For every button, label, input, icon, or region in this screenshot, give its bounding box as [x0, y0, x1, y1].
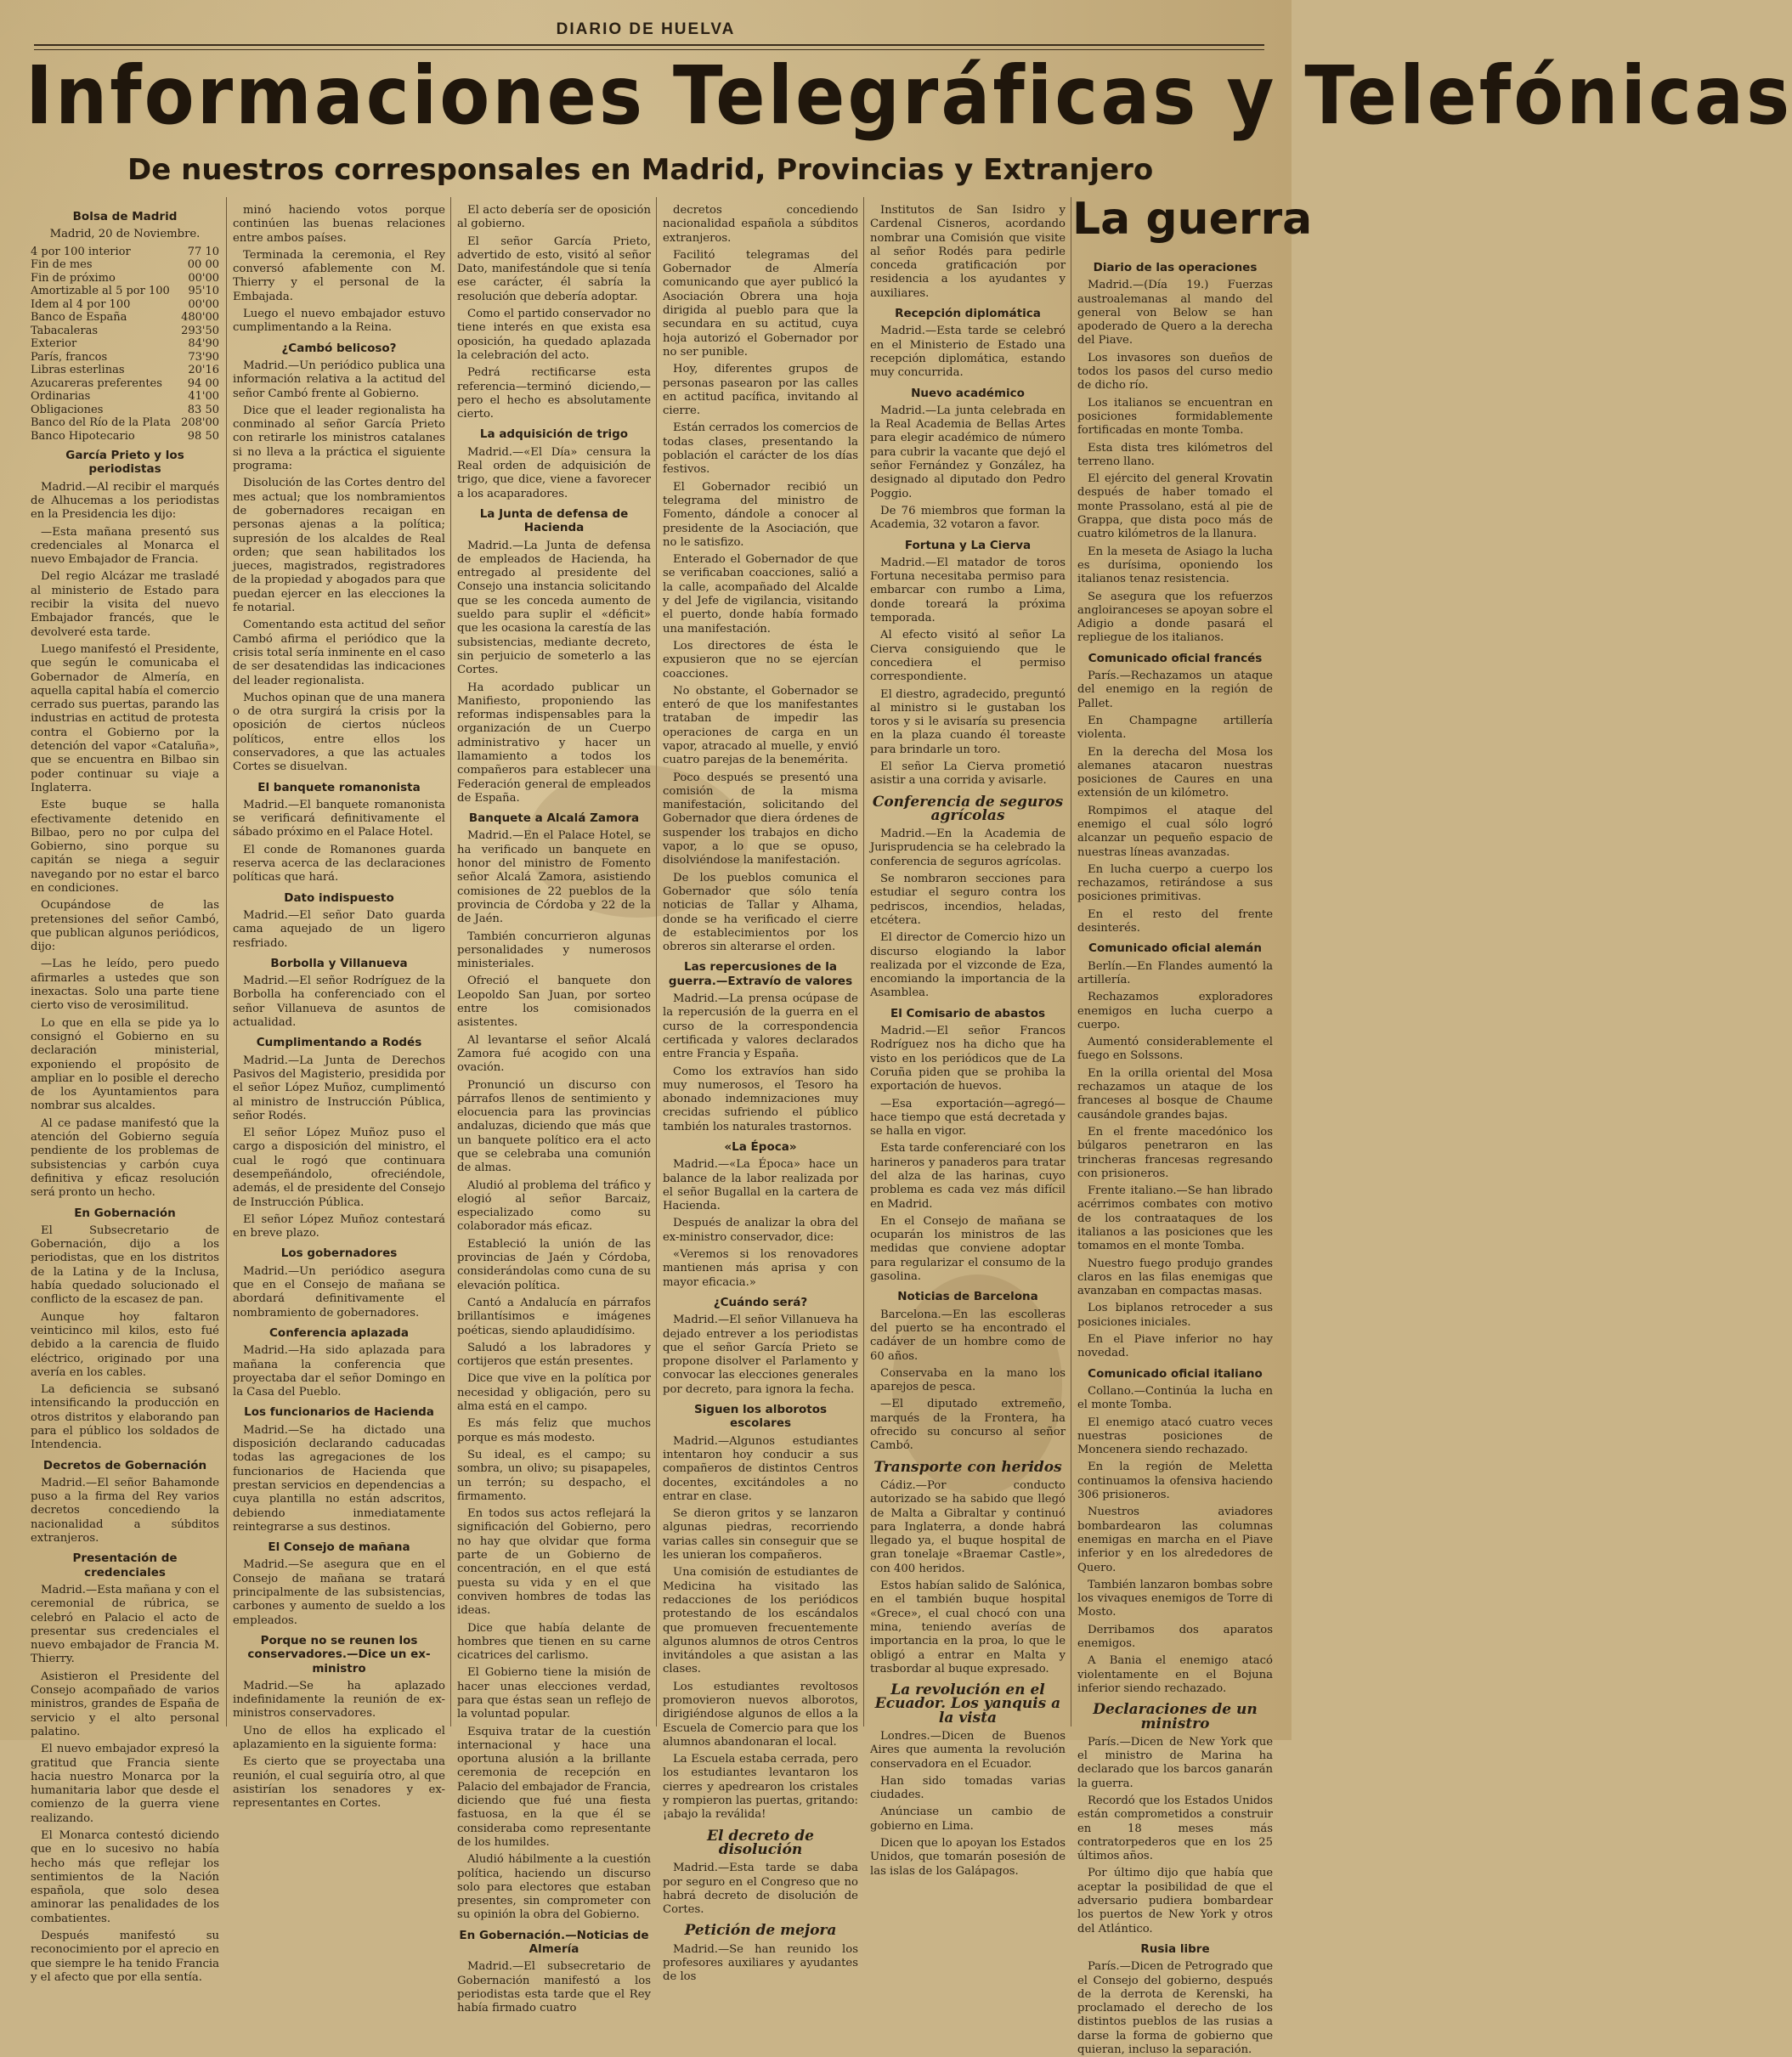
article-heading: Noticias de Barcelona — [897, 1290, 1038, 1304]
paragraph: Después manifestó su reconocimiento por el aprecio en que siempre le ha tenido Francia y el afecto que por ella sentía. — [31, 1930, 219, 1984]
paragraph: Dicen que lo apoyan los Estados Unidos, que tomarán posesión de las islas de los Galápagos. — [870, 1837, 1066, 1878]
page-title: Informaciones Telegráficas y Telefónicas — [25, 49, 1792, 143]
paragraph: Muchos opinan que de una manera o de otra surgirá la crisis por la oposición de ciertos núcleos políticos, entre ellos los conservadores, a que las actuales Cortes se disuelvan. — [233, 691, 445, 774]
paragraph: Aunque hoy faltaron veinticinco mil kilos, esto fué debido a la carencia de fluido eléctrico, originado por una avería en los cables. — [31, 1310, 219, 1379]
guerra-title: La guerra — [1072, 194, 1313, 245]
article-heading: Rusia libre — [1140, 1941, 1210, 1956]
paragraph: El acto debería ser de oposición al gobierno. — [457, 204, 651, 231]
paragraph: A Bania el enemigo atacó violentamente en el Bojuna inferior siendo rechazado. — [1077, 1654, 1273, 1695]
paragraph: Hoy, diferentes grupos de personas pasearon por las calles en actitud pacífica, invitando al cierre. — [663, 363, 858, 418]
paragraph: Madrid.—El banquete romanonista se verificará definitivamente el sábado próximo en el Palace Hotel. — [233, 798, 445, 839]
stock-value: 41'00 — [188, 390, 219, 404]
paragraph: Es cierto que se proyectaba una reunión, el cual seguiría otro, al que asistirían los senadores y ex-representantes en Cortes. — [233, 1755, 445, 1811]
paragraph: Es más feliz que muchos porque es más modesto. — [457, 1417, 651, 1444]
paragraph: —Esta mañana presentó sus credenciales al Monarca el nuevo Embajador de Francia. — [31, 525, 219, 567]
stock-row — [31, 272, 219, 285]
paragraph: Madrid.—El señor Francos Rodríguez nos ha dicho que ha visto en los periódicos que de La Coruña piden que se prohiba la exportación de huevos. — [870, 1025, 1066, 1093]
stock-name: Banco de España — [31, 311, 127, 325]
stock-name: Fin de mes — [31, 258, 93, 272]
article-heading: Presentación de credenciales — [72, 1551, 178, 1579]
paragraph: Berlín.—En Flandes aumentó la artillería. — [1077, 959, 1273, 986]
paragraph: Se asegura que los refuerzos angloiranceses se apoyan sobre el Adigio a donde pasará el repliegue de los italianos. — [1077, 590, 1273, 645]
paragraph: Madrid.—La junta celebrada en la Real Academia de Bellas Artes para elegir académico de número para cubrir la vacante que dejó el señor Fernández y González, ha designado al diputado don Pedro Poggio. — [870, 404, 1066, 500]
paragraph: El nuevo embajador expresó la gratitud que Francia siente hacia nuestro Monarca por la humanitaria labor que desde el comienzo de la guerra viene realizando. — [31, 1743, 219, 1825]
stock-row — [31, 246, 219, 259]
paragraph: Ocupándose de las pretensiones del señor Cambó, que publican algunos periódicos, dijo: — [31, 899, 219, 954]
article-heading: El Comisario de abastos — [890, 1006, 1046, 1020]
stock-name: Amortizable al 5 por 100 — [31, 285, 170, 298]
paragraph: En Champagne artillería violenta. — [1077, 714, 1273, 742]
paragraph: El señor López Muñoz puso el cargo a disposición del ministro, el cual le rogó que continuara desempeñándolo, ofreciéndole, además, el de presidente del Consejo de Instrucción Pública. — [233, 1127, 445, 1209]
article-heading: Comunicado oficial alemán — [1088, 941, 1262, 956]
article-heading: Declaraciones de un ministro — [1093, 1701, 1258, 1732]
paragraph: Aumentó considerablemente el fuego en Solssons. — [1077, 1036, 1273, 1063]
paragraph: Rompimos el ataque del enemigo el cual sólo logró alcanzar un pequeño espacio de nuestras líneas avanzadas. — [1077, 804, 1273, 859]
paragraph: Madrid.—Se asegura que en el Consejo de mañana se tratará principalmente de las subsistencias, carbones y aumento de sueldo a los empleados. — [233, 1558, 445, 1627]
paragraph: Madrid.—Se han reunido los profesores auxiliares y ayudantes de los — [663, 1942, 858, 1984]
column-rule — [656, 197, 657, 1726]
paragraph: Conservaba en la mano los aparejos de pesca. — [870, 1366, 1066, 1394]
paragraph: Esquiva tratar de la cuestión internacional y hace una oportuna alusión a la brillante ceremonia de recepción en Palacio del embajador de Francia, diciendo que fué una fiesta fastuosa, en la que él se consideraba como representante de los humildes. — [457, 1725, 651, 1849]
stock-value: 00'00 — [188, 297, 219, 311]
paragraph: Disolución de las Cortes dentro del mes actual; que los nombramientos de gobernadores recaigan en personas ajenas a la política; supresión de los alcaldes de Real orden; que sean habilitados los jueces, magistrados, registradores de la propiedad y abogados para que puedan ejercer en las elecciones la fe notarial. — [233, 477, 445, 615]
paragraph: Madrid.—Algunos estudiantes intentaron hoy conducir a sus compañeros de distintos Centros docentes, excitándoles a no entrar en clase. — [663, 1434, 858, 1503]
paragraph: Madrid.—La Junta de Derechos Pasivos del Magisterio, presidida por el señor López Muñoz, cumplimentó al ministro de Instrucción Pública, señor Rodés. — [233, 1054, 445, 1122]
paragraph: Collano.—Continúa la lucha en el monte Tomba. — [1077, 1384, 1273, 1412]
paragraph: Facilitó telegramas del Gobernador de Almería comunicando que ayer publicó la Asociación Obrera una hoja dirigida al pueblo para que la secundara en su actitud, cuya hoja autorizó el Gobernador por no ser punible. — [663, 248, 858, 359]
paragraph: Madrid.—Un periódico asegura que en el Consejo de mañana se abordará definitivamente el nombramiento de gobernadores. — [233, 1264, 445, 1320]
stock-row — [31, 311, 219, 325]
stock-table — [31, 246, 219, 444]
paragraph: —Las he leído, pero puedo afirmarles a ustedes que son inexactas. Solo una parte tiene cierto viso de verosimilitud. — [31, 958, 219, 1013]
paragraph: La deficiencia se subsanó intensificando la producción en otros distritos y elaborando pan para el público los soldados de Intendencia. — [31, 1383, 219, 1452]
column-3 — [457, 204, 651, 2015]
stock-name: Tabacaleras — [31, 324, 99, 337]
stock-value: 480'00 — [181, 311, 219, 325]
paragraph: Madrid.—El señor Bahamonde puso a la firma del Rey varios decretos concediendo la nacionalidad a súbditos extranjeros. — [31, 1476, 219, 1546]
stock-value: 73'90 — [188, 350, 219, 364]
paragraph: París.—Dicen de Petrogrado que el Consejo del gobierno, después de la derrota de Kerenski, ha proclamado el derecho de los distintos pueblos de las rusias a darse la forma de gobierno que quieran, incluso la separación. — [1077, 1960, 1273, 2057]
paragraph: Terminada la ceremonia, el Rey conversó afablemente con M. Thierry y el personal de la Embajada. — [233, 248, 445, 303]
article-heading: Decretos de Gobernación — [42, 1458, 207, 1472]
paragraph: Cantó a Andalucía en párrafos brillantísimos e imágenes poéticas, siendo aplaudidísimo. — [457, 1296, 651, 1337]
paragraph: En la orilla oriental del Mosa rechazamos un ataque de los franceses al bosque de Chaume causándole grandes bajas. — [1077, 1066, 1273, 1122]
paragraph: Después de analizar la obra del ex-ministro conservador, dice: — [663, 1217, 858, 1244]
article-heading: Transporte con heridos — [873, 1458, 1062, 1476]
paragraph: Barcelona.—En las escolleras del puerto se ha encontrado el cadáver de un hombre como de 60 años. — [870, 1308, 1066, 1363]
stock-name: Fin de próximo — [31, 271, 116, 285]
paragraph: Nuestros aviadores bombardearon las columnas enemigas en marcha en el Piave inferior y en los alrededores de Quero. — [1077, 1506, 1273, 1574]
stock-name: Exterior — [31, 337, 77, 351]
paragraph: Madrid.—Esta mañana y con el ceremonial de rúbrica, se celebró en Palacio el acto de presentar sus credenciales el nuevo embajador de Francia M. Thierry. — [31, 1583, 219, 1666]
paragraph: En el Consejo de mañana se ocuparán los ministros de las medidas que conviene adoptar para regularizar el consumo de la gasolina. — [870, 1214, 1066, 1284]
stock-value: 20'16 — [188, 364, 219, 377]
paragraph: Madrid.—El señor Rodríguez de la Borbolla ha conferenciado con el señor Villanueva de asuntos de actualidad. — [233, 975, 445, 1030]
article-heading: Conferencia de seguros agrícolas — [872, 793, 1064, 824]
paragraph: Derribamos dos aparatos enemigos. — [1077, 1623, 1273, 1651]
paragraph: Pedrá rectificarse esta referencia—terminó diciendo,—pero el hecho es absolutamente cierto. — [457, 366, 651, 421]
paragraph: Estos habían salido de Salónica, en el también buque hospital «Grece», el cual chocó con una mina, teniendo averías de importancia en la proa, lo que le obligó a entrar en Malta y trasbordar al buque expresado. — [870, 1579, 1066, 1676]
paragraph: Ha acordado publicar un Manifiesto, proponiendo las reformas indispensables para la organización de un Cuerpo administrativo y hacer un llamamiento a todos los compañeros para establecer una Federación general de empleados de España. — [457, 681, 651, 805]
column-5 — [870, 204, 1066, 1878]
paragraph: Frente italiano.—Se han librado acérrimos combates con motivo de los contraataques de los italianos a las posiciones que les tomamos en el monte Tomba. — [1077, 1184, 1273, 1253]
article-heading: Siguen los alborotos escolares — [693, 1403, 828, 1431]
paragraph: Los biplanos retroceder a sus posiciones iniciales. — [1077, 1302, 1273, 1329]
paragraph: Madrid.—El matador de toros Fortuna necesitaba permiso para embarcar con rumbo a Lima, donde toreará la próxima temporada. — [870, 556, 1066, 625]
stock-row — [31, 416, 219, 430]
stock-name: 4 por 100 interior — [31, 245, 131, 258]
paragraph: Enterado el Gobernador de que se verificaban coacciones, salió a la calle, acompañado del Alcalde y del Jefe de vigilancia, visitando el puerto, donde había formado una manifestación. — [663, 553, 858, 636]
paragraph: Se nombraron secciones para estudiar el seguro contra los pedriscos, incendios, heladas, etcétera. — [870, 873, 1066, 927]
paragraph: El ejército del general Krovatin después de haber tomado el monte Prassolano, está al pie de Grappa, que dista poco más de cuatro kilómetros de la llanura. — [1077, 472, 1273, 541]
stock-value: 293'50 — [181, 324, 219, 337]
article-heading: Cumplimentando a Rodés — [256, 1036, 422, 1050]
article-heading: La Junta de defensa de Hacienda — [479, 506, 629, 535]
paragraph: Los italianos se encuentran en posiciones formidablemente fortificadas en monte Tomba. — [1077, 396, 1273, 438]
paragraph: Madrid.—Esta tarde se daba por seguro en el Congreso que no habrá decreto de disolución de Cortes. — [663, 1862, 858, 1917]
column-4 — [663, 204, 858, 1984]
paragraph: En el Piave inferior no hay novedad. — [1077, 1333, 1273, 1360]
stock-row — [31, 430, 219, 444]
paragraph: El director de Comercio hizo un discurso elogiando la labor realizada por el vizconde de Eza, encomiando la importancia de la Asamblea. — [870, 931, 1066, 1000]
paragraph: Madrid.—(Día 19.) Fuerzas austroalemanas al mando del general von Below se han apoderado de Quero a la derecha del Piave. — [1077, 279, 1273, 348]
article-heading: Petición de mejora — [684, 1922, 837, 1940]
paragraph: El conde de Romanones guarda reserva acerca de las declaraciones políticas que hará. — [233, 843, 445, 884]
paragraph: La Escuela estaba cerrada, pero los estudiantes levantaron los cierres y apedrearon los cristales y rompieron las puertas, gritando: ¡abajo la reválida! — [663, 1753, 858, 1822]
paragraph: Aludió al problema del tráfico y elogió al señor Barcaiz, especializado como su colaborador más eficaz. — [457, 1178, 651, 1234]
column-1 — [31, 204, 219, 1984]
stock-value: 83 50 — [187, 403, 219, 416]
stock-name: Banco del Río de la Plata — [31, 416, 171, 430]
paragraph: Al levantarse el señor Alcalá Zamora fué acogido con una ovación. — [457, 1033, 651, 1075]
stock-name: Azucareras preferentes — [31, 376, 162, 390]
paragraph: En lucha cuerpo a cuerpo los rechazamos, retirándose a sus posiciones primitivas. — [1077, 862, 1273, 904]
article-heading: Diario de las operaciones — [1093, 261, 1258, 274]
paragraph: Madrid.—Esta tarde se celebró en el Ministerio de Estado una recepción diplomática, estando muy concurrida. — [870, 325, 1066, 380]
stock-name: Libras esterlinas — [31, 364, 125, 377]
article-heading: Dato indispuesto — [284, 890, 394, 905]
article-heading: La adquisición de trigo — [479, 427, 629, 442]
paragraph: Al ce padase manifestó que la atención del Gobierno seguía pendiente de los problemas de subsistencias y carbón cuya definitiva y eficaz resolución será pronto un hecho. — [31, 1116, 219, 1200]
paragraph: El Monarca contestó diciendo que en lo sucesivo no había hecho más que reflejar los sentimientos de la Nación española, que solo desea aminorar las penalidades de los combatientes. — [31, 1829, 219, 1925]
column-2 — [233, 204, 445, 1811]
paragraph: Este buque se halla efectivamente detenido en Bilbao, pero no por culpa del Gobierno, sino porque su capitán se niega a seguir navegando por no estar el barco en condiciones. — [31, 799, 219, 895]
column-rule — [863, 197, 864, 1726]
bolsa-date: Madrid, 20 de Noviembre. — [49, 228, 201, 241]
paragraph: Los invasores son dueños de todos los pasos del curso medio de dicho río. — [1077, 351, 1273, 393]
paragraph: Ofreció el banquete don Leopoldo San Juan, por sorteo entre los comisionados asistentes. — [457, 975, 651, 1030]
article-heading: Nuevo académico — [911, 386, 1025, 400]
stock-value: 84'90 — [188, 337, 219, 351]
stock-value: 00 00 — [187, 258, 219, 272]
paragraph: Madrid.—El subsecretario de Gobernación manifestó a los periodistas esta tarde que el Rey había firmado cuatro — [457, 1960, 651, 2015]
paragraph: Los estudiantes revoltosos promovieron nuevos alborotos, dirigiéndose algunos de ellos a la Escuela de Comercio para que los alumnos abandonaran el local. — [663, 1680, 858, 1749]
article-heading: Los gobernadores — [280, 1246, 398, 1261]
paragraph: Como los extravíos han sido muy numerosos, el Tesoro ha abonado indemnizaciones muy crecidas sufriendo el público también los naturales trastornos. — [663, 1065, 858, 1133]
paragraph: Se dieron gritos y se lanzaron algunas piedras, recorriendo varias calles sin conseguir que se les unieran los compañeros. — [663, 1507, 858, 1563]
stock-row — [31, 337, 219, 351]
paragraph: Londres.—Dicen de Buenos Aires que aumenta la revolución conservadora en el Ecuador. — [870, 1729, 1066, 1771]
stock-name: Idem al 4 por 100 — [31, 297, 131, 311]
paragraph: En el frente macedónico los búlgaros penetraron en las trincheras francesas regresando con prisioneros. — [1077, 1125, 1273, 1180]
column-6 — [1077, 255, 1273, 2057]
paragraph: Están cerrados los comercios de todas clases, presentando la población el carácter de los días festivos. — [663, 421, 858, 477]
paragraph: El Gobierno tiene la misión de hacer unas elecciones verdad, para que éstas sean un reflejo de la voluntad popular. — [457, 1666, 651, 1721]
article-heading: Comunicado oficial italiano — [1088, 1366, 1263, 1381]
paragraph: Madrid.—El señor Villanueva ha dejado entrever a los periodistas que el señor García Prieto se propone disolver el Parlamento y convocar las elecciones generales por decreto, para ignora la fecha. — [663, 1314, 858, 1396]
paragraph: El señor La Cierva prometió asistir a una corrida y avisarle. — [870, 760, 1066, 788]
paragraph: —El diputado extremeño, marqués de la Frontera, ha ofrecido su concurso al señor Cambó. — [870, 1398, 1066, 1453]
paragraph: Del regio Alcázar me trasladé al ministerio de Estado para recibir la visita del nuevo Embajador francés, que le devolveré esta tarde. — [31, 570, 219, 639]
paragraph: Cádiz.—Por conducto autorizado se ha sabido que llegó de Malta a Gibraltar y continuó para Inglaterra, a donde habrá llegado ya, el buque hospital de gran tonelaje «Braemar Castle», con 400 heridos. — [870, 1478, 1066, 1575]
paragraph: No obstante, el Gobernador se enteró de que los manifestantes trataban de impedir las operaciones de carga en un vapor, atracado al muelle, y envió cuatro parejas de la benemérita. — [663, 684, 858, 767]
paragraph: Anúnciase un cambio de gobierno en Lima. — [870, 1806, 1066, 1833]
paragraph: Dice que vive en la política por necesidad y obligación, pero su alma está en el campo. — [457, 1372, 651, 1414]
paragraph: Madrid.—El señor Dato guarda cama aquejado de un ligero resfriado. — [233, 908, 445, 950]
stock-row — [31, 351, 219, 364]
article-heading: ¿Cambó belicoso? — [281, 341, 397, 355]
article-heading: «La Época» — [724, 1140, 797, 1154]
stock-value: 77 10 — [187, 245, 219, 258]
column-rule — [450, 197, 451, 1726]
paragraph: Madrid.—«El Día» censura la Real orden de adquisición de trigo, que dice, viene a favorecer a los acaparadores. — [457, 445, 651, 500]
paragraph: También lanzaron bombas sobre los vivaques enemigos de Torre di Mosto. — [1077, 1578, 1273, 1619]
column-rule — [226, 197, 227, 1726]
paragraph: En la derecha del Mosa los alemanes atacaron nuestras posiciones de Caures en una extensión de un kilómetro. — [1077, 745, 1273, 800]
article-heading: La revolución en el Ecuador. Los yanquis a la vista — [874, 1681, 1061, 1726]
paragraph: Madrid.—En la Academia de Jurisprudencia se ha celebrado la conferencia de seguros agrícolas. — [870, 828, 1066, 868]
paragraph: Madrid.—La Junta de defensa de empleados de Hacienda, ha entregado al presidente del Consejo una instancia solicitando que se les conceda aumento de sueldo para suplir el «déficit» que les ocasiona la carestía de las subsistencias, mediante decreto, sin perjuicio de someterlo a las Cortes. — [457, 539, 651, 677]
article-heading: Borbolla y Villanueva — [270, 956, 408, 970]
paragraph: Recordó que los Estados Unidos están comprometidos a construir en 18 meses más contratorpederos que en los 25 últimos años. — [1077, 1794, 1273, 1863]
paragraph: París.—Dicen de New York que el ministro de Marina ha declarado que los barcos ganarán la guerra. — [1077, 1735, 1273, 1790]
paragraph: Madrid.—«La Época» hace un balance de la labor realizada por el señor Bugallal en la cartera de Hacienda. — [663, 1158, 858, 1213]
paragraph: Asistieron el Presidente del Consejo acompañado de varios ministros, grandes de España de servicio y el alto personal palatino. — [31, 1670, 219, 1738]
stock-name: Banco Hipotecario — [31, 429, 135, 443]
stock-value: 00'00 — [188, 271, 219, 285]
paragraph: Institutos de San Isidro y Cardenal Cisneros, acordando nombrar una Comisión que visite al señor Rodés para pedirle conceda gratificación por residencia a los ayudantes y auxiliares. — [870, 204, 1066, 300]
paragraph: Estableció la unión de las provincias de Jaén y Córdoba, considerándolas como cuna de su elevación política. — [457, 1237, 651, 1292]
paragraph: Uno de ellos ha explicado el aplazamiento en la siguiente forma: — [233, 1724, 445, 1751]
stock-row — [31, 390, 219, 404]
article-heading: Porque no se reunen los conservadores.—Dice un ex-ministro — [247, 1633, 431, 1676]
paragraph: En la meseta de Asiago la lucha es durísima, oponiendo los italianos tenaz resistencia. — [1077, 545, 1273, 586]
stock-value: 95'10 — [188, 285, 219, 298]
article-heading: Banquete a Alcalá Zamora — [468, 811, 640, 826]
paragraph: Comentando esta actitud del señor Cambó afirma el periódico que la crisis total sería inminente en el caso de ser desatendidas las indicaciones del leader regionalista. — [233, 619, 445, 687]
paragraph: El Gobernador recibió un telegrama del ministro de Fomento, dándole a conocer al presidente de la Asociación, que no le satisfizo. — [663, 480, 858, 549]
paragraph: El señor García Prieto, advertido de esto, visitó al señor Dato, manifestándole que si tenía ese carácter, él sabría la resolución que debería adoptar. — [457, 235, 651, 303]
article-heading: Los funcionarios de Hacienda — [244, 1405, 434, 1420]
paragraph: Una comisión de estudiantes de Medicina ha visitado las redacciones de los periódicos protestando de los escándalos que promueven frecuentemente algunos alumnos de otros Centros invitándoles a que asistan a las clases. — [663, 1566, 858, 1676]
article-heading: Comunicado oficial francés — [1088, 651, 1263, 665]
paragraph: Dice que el leader regionalista ha conminado al señor García Prieto con retirarle los ministros catalanes si no lleva a la práctica el siguiente programa: — [233, 404, 445, 473]
paragraph: —Esa exportación—agregó—hace tiempo que está decretada y se halla en vigor. — [870, 1097, 1066, 1139]
stock-row — [31, 285, 219, 298]
stock-row — [31, 377, 219, 391]
paragraph: El señor López Muñoz contestará en breve plazo. — [233, 1212, 445, 1240]
article-heading: Conferencia aplazada — [269, 1325, 409, 1340]
article-heading: ¿Cuándo será? — [713, 1295, 808, 1309]
paragraph: En el resto del frente desinterés. — [1077, 907, 1273, 935]
stock-name: Ordinarias — [31, 390, 91, 404]
paragraph: Esta tarde conferenciaré con los harineros y panaderos para tratar del alza de las harinas, cuyo problema es cada vez más difícil en Madrid. — [870, 1142, 1066, 1211]
article-heading: El Consejo de mañana — [268, 1540, 410, 1555]
article-heading: Fortuna y La Cierva — [904, 538, 1032, 552]
stock-row — [31, 364, 219, 377]
paragraph: Lo que en ella se pide ya lo consignó el Gobierno en su declaración ministerial, exponiendo el propósito de ampliar en lo posible el derecho de los Ayuntamientos para nombrar sus alcaldes. — [31, 1016, 219, 1113]
stock-name: París, francos — [31, 350, 108, 364]
article-heading: En Gobernación.—Noticias de Almería — [459, 1928, 649, 1957]
paragraph: En la región de Meletta continuamos la ofensiva haciendo 306 prisioneros. — [1077, 1461, 1273, 1502]
paragraph: También concurrieron algunas personalidades y numerosos ministeriales. — [457, 930, 651, 971]
paragraph: Nuestro fuego produjo grandes claros en las filas enemigas que avanzaban en compactas masas. — [1077, 1257, 1273, 1298]
paragraph: De 76 miembros que forman la Academia, 32 votaron a favor. — [870, 504, 1066, 532]
paragraph: Madrid.—Un periódico publica una información relativa a la actitud del señor Cambó frente al Gobierno. — [233, 359, 445, 400]
article-heading: García Prieto y los periodistas — [65, 449, 184, 477]
article-heading: El decreto de disolución — [707, 1827, 814, 1858]
stock-row — [31, 258, 219, 272]
paragraph: Dice que había delante de hombres que tienen en su carne cicatrices del carlismo. — [457, 1621, 651, 1663]
paragraph: En todos sus actos reflejará la significación del Gobierno, pero no hay que olvidar que forma parte de un Gobierno de concentración, en el que está puesta su vida y en el que conviven hombres de todas las ideas. — [457, 1507, 651, 1618]
stock-row — [31, 325, 219, 338]
stock-value: 208'00 — [181, 416, 219, 430]
paragraph: Esta dista tres kilómetros del terreno llano. — [1077, 441, 1273, 468]
paragraph: Madrid.—Se ha dictado una disposición declarando caducadas todas las agregaciones de los funcionarios de Hacienda que prestan servicios en dependencias a cuya plantilla no están adscritos, debiendo inmediatamente reintegrarse a sus destinos. — [233, 1423, 445, 1534]
stock-name: Obligaciones — [31, 403, 104, 416]
paragraph: Aludió hábilmente a la cuestión política, haciendo un discurso solo para electores que estaban presentes, sin comprometer con su opinión la obra del Gobierno. — [457, 1853, 651, 1922]
paragraph: De los pueblos comunica el Gobernador que sólo tenía noticias de Tallar y Alhama, donde se ha verificado el cierre de establecimientos por los obreros sin alterarse el orden. — [663, 871, 858, 954]
paragraph: Madrid.—Al recibir el marqués de Alhucemas a los periodistas en la Presidencia les dijo: — [31, 480, 219, 522]
masthead: DIARIO DE HUELVA — [556, 20, 736, 38]
paragraph: El diestro, agradecido, preguntó al ministro si le gustaban los toros y si le avisaría su presencia en la plaza cuando él toreaste para brindarle un toro. — [870, 687, 1066, 756]
paragraph: Al efecto visitó al señor La Cierva consiguiendo que le concediera el permiso correspondiente. — [870, 629, 1066, 684]
paragraph: Saludó a los labradores y cortijeros que están presentes. — [457, 1341, 651, 1369]
paragraph: Por último dijo que había que aceptar la posibilidad de que el adversario pudiera bombardear los puertos de New York y otros del Atlántico. — [1077, 1867, 1273, 1936]
paragraph: Su ideal, es el campo; su sombra, un olivo; su pisapapeles, un terrón; su despacho, el firmamento. — [457, 1448, 651, 1503]
page-subtitle: De nuestros corresponsales en Madrid, Provincias y Extranjero — [127, 153, 1154, 187]
paragraph: Madrid.—La prensa ocúpase de la repercusión de la guerra en el curso de la correspondencia certificada y valores declarados entre Francia y España. — [663, 992, 858, 1061]
paragraph: Madrid.—En el Palace Hotel, se ha verificado un banquete en honor del ministro de Fomento señor Alcalá Zamora, asistiendo comisiones de 22 pueblos de la provincia de Córdoba y 22 de la de Jaén. — [457, 829, 651, 926]
paragraph: Luego el nuevo embajador estuvo cumplimentando a la Reina. — [233, 308, 445, 335]
paragraph: Poco después se presentó una comisión de la misma manifestación, solicitando del Gobernador que diera órdenes de suspender los trabajos en dicho vapor, a lo que se opuso, disolviéndose la manifestación. — [663, 771, 858, 867]
paragraph: Han sido tomadas varias ciudades. — [870, 1774, 1066, 1802]
paragraph: El enemigo atacó cuatro veces nuestras posiciones de Moncenera siendo rechazado. — [1077, 1416, 1273, 1457]
stock-row — [31, 404, 219, 417]
paragraph: Pronunció un discurso con párrafos llenos de sentimiento y elocuencia para las provincias andaluzas, diciendo que más que un banquete político era el acto que se celebraba una comunión de almas. — [457, 1078, 651, 1175]
paragraph: El Subsecretario de Gobernación, dijo a los periodistas, que en los distritos de la Latina y de la Inclusa, había quedado solucionado el conflicto de la escasez de pan. — [31, 1223, 219, 1307]
stock-value: 98 50 — [187, 429, 219, 443]
paragraph: Rechazamos exploradores enemigos en lucha cuerpo a cuerpo. — [1077, 991, 1273, 1031]
paragraph: decretos concediendo nacionalidad española a súbditos extranjeros. — [663, 204, 858, 245]
article-heading: Bolsa de Madrid — [72, 210, 178, 223]
article-heading: Recepción diplomática — [895, 307, 1041, 321]
paragraph: Los directores de ésta le expusieron que no se ejercían coacciones. — [663, 639, 858, 681]
paragraph: minó haciendo votos porque continúen las buenas relaciones entre ambos países. — [233, 204, 445, 245]
article-heading: Las repercusiones de la guerra.—Extravío de valores — [668, 960, 853, 988]
paragraph: «Veremos si los renovadores mantienen más aprisa y con mayor eficacia.» — [663, 1248, 858, 1289]
stock-value: 94 00 — [187, 376, 219, 390]
paragraph: Madrid.—Se ha aplazado indefinidamente la reunión de ex-ministros conservadores. — [233, 1679, 445, 1721]
paragraph: Luego manifestó el Presidente, que según le comunicaba el Gobernador de Almería, en aquella capital había el comercio cerrado sus puertas, parando las industrias en actitud de protesta contra el Gobierno por la detención del vapor «Cataluña», que se encuentra en Bilbao sin poder continuar su viaje a Inglaterra. — [31, 642, 219, 794]
stock-row — [31, 298, 219, 312]
paragraph: París.—Rechazamos un ataque del enemigo en la región de Pallet. — [1077, 670, 1273, 710]
paragraph: Como el partido conservador no tiene interés en que exista esa oposición, ha quedado aplazada la celebración del acto. — [457, 308, 651, 362]
article-heading: En Gobernación — [74, 1206, 176, 1220]
article-heading: El banquete romanonista — [257, 780, 421, 794]
paragraph: Madrid.—Ha sido aplazada para mañana la conferencia que proyectaba dar el señor Domingo en la Casa del Pueblo. — [233, 1344, 445, 1399]
